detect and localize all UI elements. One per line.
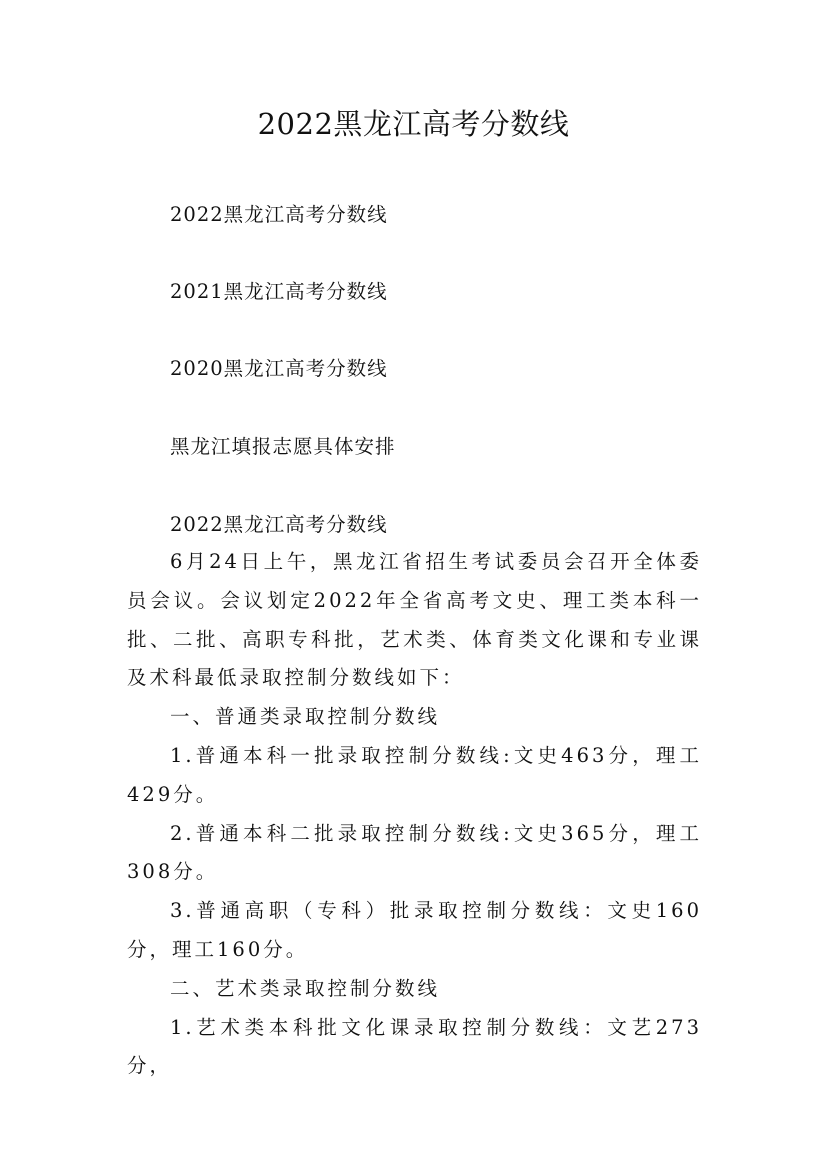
toc-link-2020[interactable]: 2020黑龙江高考分数线 (170, 357, 388, 380)
paragraph-vocational-batch: 3.普通高职（专科）批录取控制分数线：文史160分，理工160分。 (127, 899, 702, 961)
paragraph-undergrad-first-batch: 1.普通本科一批录取控制分数线:文史463分，理工429分。 (127, 743, 702, 806)
paragraph-general-heading: 一、普通类录取控制分数线 (170, 705, 441, 729)
document-title: 2022黑龙江高考分数线 (257, 107, 570, 141)
paragraph-arts-heading: 二、艺术类录取控制分数线 (170, 976, 441, 1000)
document-body (127, 543, 702, 1086)
toc-link-2021[interactable]: 2021黑龙江高考分数线 (170, 280, 388, 303)
toc-link-application-arrangement[interactable]: 黑龙江填报志愿具体安排 (170, 435, 396, 458)
paragraph-arts-undergrad: 1.艺术类本科批文化课录取控制分数线：文艺273分， (127, 1015, 702, 1078)
section-heading: 2022黑龙江高考分数线 (170, 513, 388, 536)
paragraph-intro: 6月24日上午，黑龙江省招生考试委员会召开全体委员会议。会议划定2022年全省高考文史、理工类本科一批、二批、高职专科批，艺术类、体育类文化课和专业课及术科最低录取控制分数线如下： (127, 550, 702, 690)
paragraph-undergrad-second-batch: 2.普通本科二批录取控制分数线:文史365分，理工308分。 (127, 821, 702, 884)
toc-link-2022[interactable]: 2022黑龙江高考分数线 (170, 203, 388, 226)
